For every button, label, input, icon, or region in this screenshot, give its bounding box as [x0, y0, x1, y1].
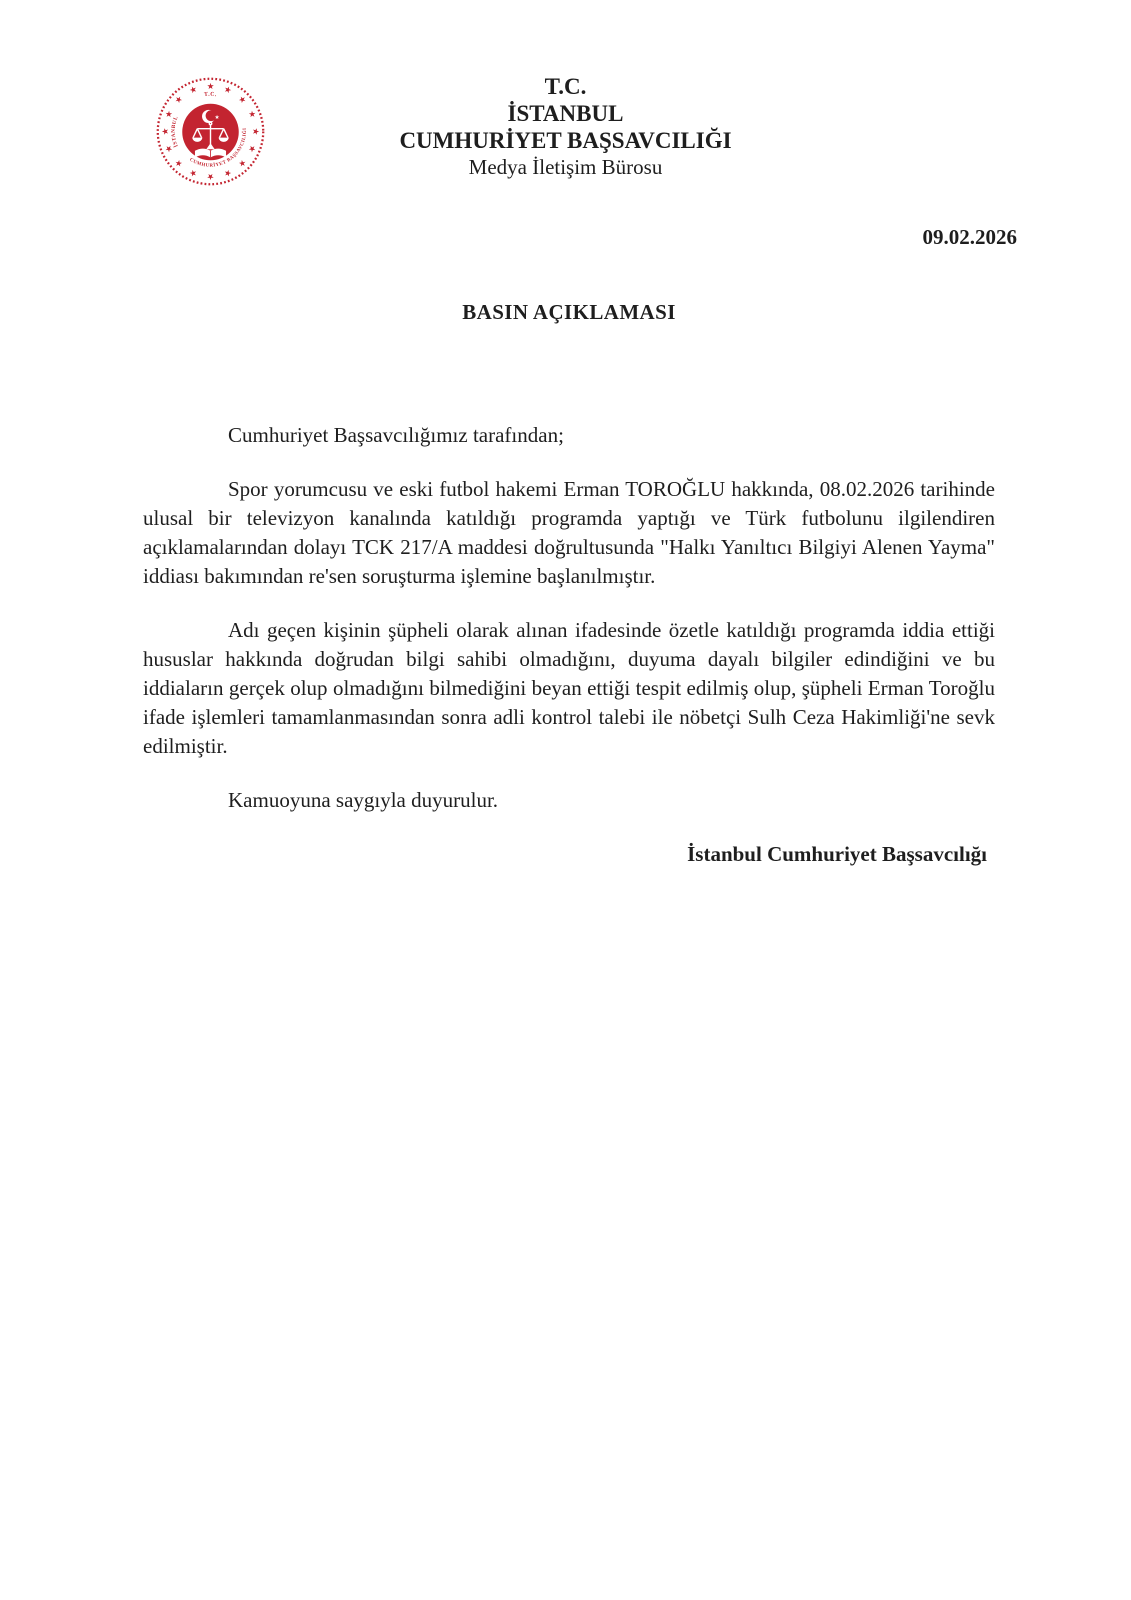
letterhead-city: İSTANBUL	[507, 101, 624, 126]
seal-left-text: İSTANBUL	[170, 115, 180, 148]
paragraph-statement: Adı geçen kişinin şüpheli olarak alınan ifadesinde özetle katıldığı programda iddia ettiği hususlar hakkında doğrudan bilgi sahibi olmadığını, duyuma dayalı bilgiler edindiğini ve bu iddiaların gerçek olup olmadığını bilmediğini beyan ettiği tespit edilmiş olup, şüpheli Erman Toroğlu ifade işlemleri tamamlanmasından sonra adli kontrol talebi ile nöbetçi Sulh Ceza Hakimliği'ne sevk edilmiştir.	[143, 618, 995, 758]
document-title: BASIN AÇIKLAMASI	[462, 300, 676, 324]
svg-text:★: ★	[162, 143, 175, 155]
svg-text:★: ★	[160, 127, 171, 136]
letterhead-bureau: Medya İletişim Bürosu	[468, 155, 663, 179]
paragraph-closing: Kamuoyuna saygıyla duyurulur.	[228, 788, 499, 812]
svg-text:★: ★	[162, 108, 175, 120]
svg-text:★: ★	[172, 157, 185, 170]
svg-text:★: ★	[214, 115, 220, 122]
svg-text:★: ★	[172, 93, 185, 106]
svg-text:★: ★	[222, 167, 234, 180]
letterhead	[0, 73, 1131, 181]
svg-text:★: ★	[236, 93, 249, 106]
paragraph-investigation: Spor yorumcusu ve eski futbol hakemi Erman TOROĞLU hakkında, 08.02.2026 tarihinde ulusal bir televizyon kanalında katıldığı programda yaptığı ve Türk futbolunu ilgilendiren açıklamalarından dolayı TCK 217/A maddesi doğrultusunda "Halkı Yanıltıcı Bilgiyi Alenen Yayma" iddiası bakımından re'sen soruşturma işlemine başlanılmıştır.	[143, 477, 995, 588]
svg-text:★: ★	[206, 81, 215, 92]
seal-bottom-text: CUMHURİYET BAŞSAVCILIĞI	[188, 127, 248, 169]
letterhead-republic: T.C.	[544, 74, 587, 99]
letterhead-office: CUMHURİYET BAŞSAVCILIĞI	[399, 128, 732, 153]
svg-text:★: ★	[236, 157, 249, 170]
document-date: 09.02.2026	[922, 225, 1017, 249]
paragraph-intro: Cumhuriyet Başsavcılığımız tarafından;	[228, 423, 564, 447]
svg-text:★: ★	[250, 127, 261, 136]
svg-text:★: ★	[246, 143, 259, 155]
signature: İstanbul Cumhuriyet Başsavcılığı	[687, 842, 987, 866]
document-body	[143, 421, 995, 894]
svg-text:★: ★	[246, 108, 259, 120]
svg-text:★: ★	[187, 167, 199, 180]
svg-text:★: ★	[222, 83, 234, 96]
svg-text:★: ★	[206, 171, 215, 182]
seal-top-text: T.C.	[203, 91, 218, 99]
svg-text:★: ★	[187, 83, 199, 96]
